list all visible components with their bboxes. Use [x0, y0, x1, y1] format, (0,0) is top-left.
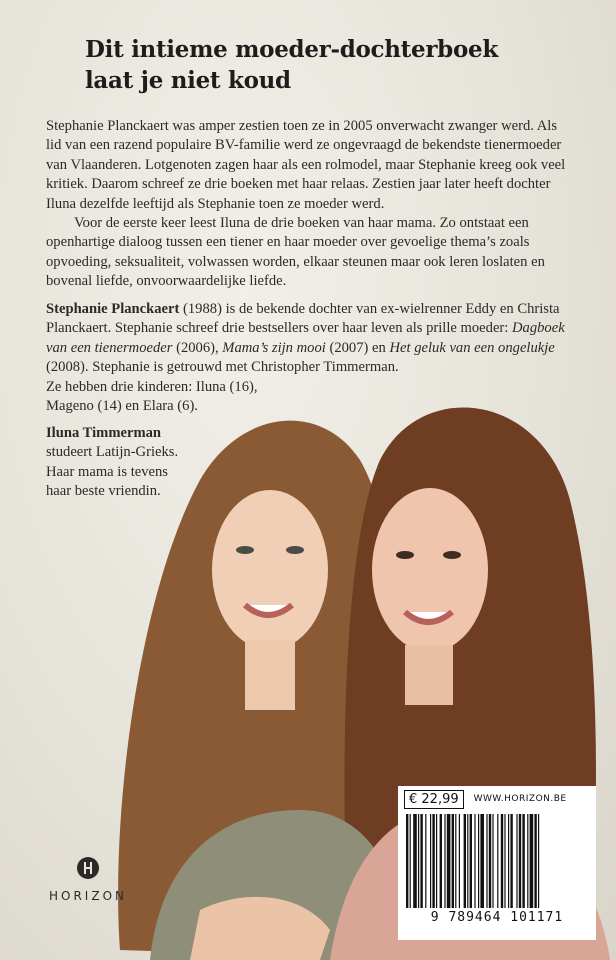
- barcode-bar: [538, 814, 539, 908]
- blurb-paragraph-2: Voor de eerste keer leest Iluna de drie boeken van haar mama. Zo ontstaat een openhartige dialoog tussen een tiener en haar moeder over gevoelige thema’s zoals opvoeding, seksualiteit, volwassen worden, elkaar steunen maar ook leren loslaten en bovenal liefde, onvoorwaardelijke liefde.: [46, 215, 545, 290]
- barcode-bar: [508, 814, 509, 908]
- barcode-bar: [527, 814, 528, 908]
- blurb-paragraph-1: Stephanie Planckaert was amper zestien toen ze in 2005 onverwacht zwanger werd. Als lid van een razend populaire BV-familie werd ze ongevraagd de bekendste tienermoeder van Vlaanderen. Lotgenoten zagen haar als een rolmodel, maar Stephanie kreeg ook veel kritiek. Daarom schreef ze drie boeken met haar relaas. Zestien jaar later heeft dochter Iluna dezelfde leeftijd als Stephanie toen ze moeder werd.: [46, 118, 566, 212]
- bio-stephanie-kids-1: Ze hebben drie kinderen: Iluna (16),: [46, 378, 258, 395]
- barcode-bar: [497, 814, 498, 908]
- headline-line-2: laat je niet koud: [85, 67, 291, 94]
- barcode-bar: [478, 814, 479, 908]
- headline-line-1: Dit intieme moeder-dochterboek: [85, 36, 498, 63]
- barcode-bar: [413, 814, 417, 908]
- blurb: [46, 117, 570, 292]
- barcode-bar: [480, 814, 484, 908]
- barcode-bar: [436, 814, 437, 908]
- barcode-bar: [519, 814, 521, 908]
- horizon-h-icon: [77, 857, 99, 879]
- barcode-bars: [404, 814, 590, 910]
- barcode-bar: [447, 814, 451, 908]
- isbn: 9 789464 101171: [430, 910, 564, 925]
- book-title-1: Dagboek van een tienermoeder: [46, 320, 565, 356]
- barcode-bar: [420, 814, 422, 908]
- bio-stephanie-text-3: (2007) en: [325, 339, 390, 356]
- barcode-bar: [410, 814, 411, 908]
- bio-iluna-name: Iluna Timmerman: [46, 425, 162, 441]
- barcode-bar: [530, 814, 534, 908]
- bio-stephanie-text-4: (2008). Stephanie is getrouwd met Christopher Timmerman.: [46, 359, 399, 376]
- barcode-bar: [501, 814, 503, 908]
- barcode-bar: [406, 814, 408, 908]
- barcode-bar: [459, 814, 460, 908]
- barcode-bar: [425, 814, 426, 908]
- barcode-bar: [522, 814, 524, 908]
- bio-iluna-line-3: haar beste vriendin.: [46, 483, 161, 500]
- bio-iluna-line-2: Haar mama is tevens: [46, 463, 168, 480]
- barcode-bar: [474, 814, 475, 908]
- barcode-bar: [489, 814, 491, 908]
- bio-stephanie-text-2: (2006),: [172, 339, 223, 356]
- barcode-bar: [516, 814, 517, 908]
- barcode-bar: [467, 814, 468, 908]
- bio-stephanie: [46, 300, 570, 416]
- publisher-logo: [38, 857, 138, 903]
- barcode-box: [398, 786, 596, 940]
- bio-stephanie-kids-2: Mageno (14) en Elara (6).: [46, 398, 198, 415]
- barcode-bar: [452, 814, 454, 908]
- barcode-bar: [464, 814, 466, 908]
- barcode-bar: [440, 814, 442, 908]
- barcode-bar: [504, 814, 505, 908]
- book-title-2: Mama’s zijn mooi: [222, 339, 326, 356]
- bio-iluna: [46, 424, 246, 502]
- bio-stephanie-text-1: (1988) is de bekende dochter van ex-wielrenner Eddy en Christa Planckaert. Stephanie schreef drie bestsellers over haar leven als prille moeder:: [46, 301, 560, 337]
- barcode-bar: [455, 814, 456, 908]
- barcode-bar: [430, 814, 431, 908]
- barcode-bar: [486, 814, 487, 908]
- price: € 22,99: [404, 790, 464, 809]
- barcode-bar: [534, 814, 536, 908]
- publisher-website: WWW.HORIZON.BE: [473, 794, 567, 804]
- barcode-bar: [444, 814, 445, 908]
- barcode-bar: [510, 814, 512, 908]
- barcode-bar: [418, 814, 419, 908]
- publisher-name: HORIZON: [49, 889, 127, 903]
- barcode-bar: [432, 814, 434, 908]
- bio-stephanie-name: Stephanie Planckaert: [46, 301, 180, 317]
- barcode-bar: [470, 814, 472, 908]
- barcode-bar: [492, 814, 493, 908]
- bio-iluna-line-1: studeert Latijn-Grieks.: [46, 444, 179, 461]
- book-title-3: Het geluk van een ongelukje: [389, 339, 555, 356]
- price-row: [398, 786, 596, 812]
- headline: [85, 34, 565, 96]
